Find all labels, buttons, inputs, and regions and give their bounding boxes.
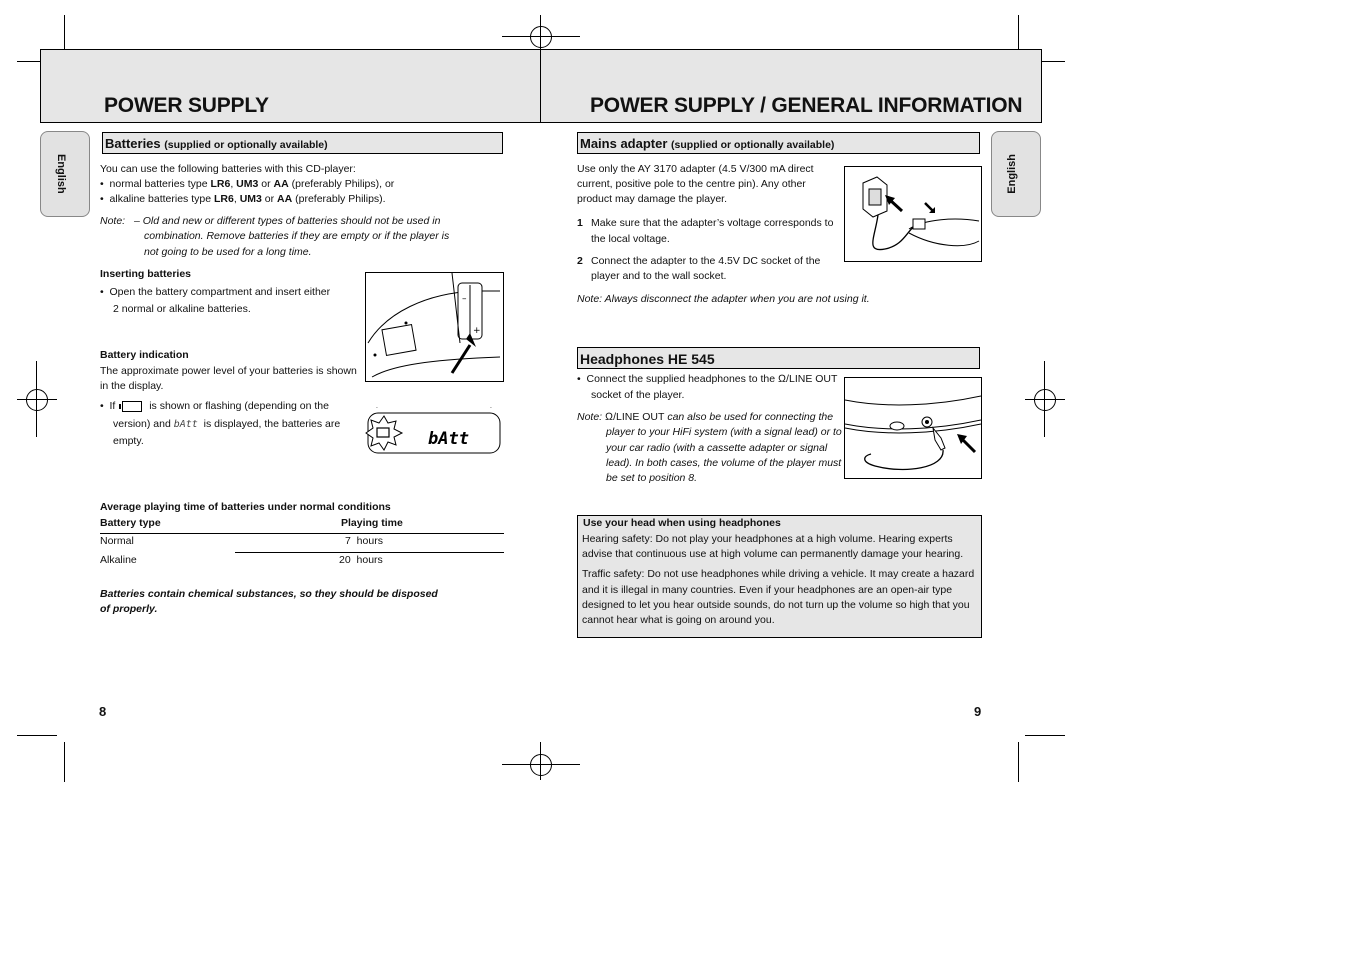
step-text: player and to the wall socket. — [591, 270, 727, 282]
left-page-title: POWER SUPPLY — [104, 94, 269, 117]
batteries-note-line: combination. Remove batteries if they are empty or if the player is — [144, 230, 450, 242]
language-tab-label: English — [55, 154, 67, 194]
batteries-heading-text: Batteries — [105, 136, 161, 151]
registration-mark — [1034, 389, 1056, 411]
headphones-note: be set to position 8. — [606, 472, 698, 484]
table-rule — [100, 533, 504, 534]
right-page-title: POWER SUPPLY / GENERAL INFORMATION — [590, 94, 1023, 117]
svg-text:–: – — [462, 294, 467, 304]
registration-line — [502, 36, 580, 37]
svg-text:·: · — [490, 405, 492, 412]
disposal-warning: of properly. — [100, 603, 158, 615]
lcd-display-illustration — [362, 404, 504, 460]
inserting-text: • Open the battery compartment and insert either — [100, 286, 331, 298]
safety-heading: Use your head when using headphones — [583, 517, 781, 529]
safety-text: Hearing safety: Do not play your headphones at a high volume. Hearing experts — [582, 533, 953, 545]
safety-text: cannot hear what is going on around you. — [582, 614, 775, 626]
page-number-left: 8 — [99, 704, 107, 719]
mains-adapter-heading-note: (supplied or optionally available) — [671, 139, 835, 151]
disposal-warning: Batteries contain chemical substances, so they should be disposed — [100, 588, 438, 600]
mains-intro: product may damage the player. — [577, 193, 728, 205]
mains-intro: Use only the AY 3170 adapter (4.5 V/300 mA direct — [577, 163, 814, 175]
headphones-note-label: Note: — [577, 411, 603, 423]
battery-indication-text: The approximate power level of your batteries is shown — [100, 365, 357, 377]
table-cell-type: Normal — [100, 535, 134, 547]
inserting-text: 2 normal or alkaline batteries. — [113, 303, 251, 315]
left-language-tab — [40, 131, 90, 217]
headphones-note: player to your HiFi system (with a signal lead) or to — [606, 426, 842, 438]
registration-mark — [26, 389, 48, 411]
batteries-heading-note: (supplied or optionally available) — [164, 139, 328, 151]
svg-text:+: + — [473, 326, 481, 336]
headphones-bullet: socket of the player. — [591, 389, 685, 401]
table-header-type: Battery type — [100, 517, 161, 529]
mains-adapter-heading-text: Mains adapter — [580, 136, 668, 151]
page-number-right: 9 — [974, 704, 982, 719]
step-text: Make sure that the adapter’s voltage corresponds to — [591, 217, 834, 229]
headphones-heading: Headphones HE 545 — [577, 347, 980, 369]
mains-intro: current, positive pole to the centre pin). Any other — [577, 178, 806, 190]
batteries-note-line: – Old and new or different types of batteries should not be used in — [134, 215, 441, 227]
crop-mark — [64, 742, 65, 782]
registration-line — [17, 399, 57, 400]
headphones-socket-illustration — [844, 377, 982, 479]
registration-line — [1025, 399, 1065, 400]
mains-note: Note: Always disconnect the adapter when you are not using it. — [577, 293, 870, 305]
step-text: the local voltage. — [591, 233, 670, 245]
battery-empty-icon — [122, 401, 142, 412]
language-tab-label: English — [1006, 154, 1018, 194]
battery-indication-bullet: empty. — [113, 435, 144, 447]
batteries-heading — [102, 132, 503, 154]
headphones-note: lead). In both cases, the volume of the player must — [606, 457, 842, 469]
safety-text: designed to let you hear outside sounds, do not turn up the volume so high that you — [582, 599, 970, 611]
safety-text: and it is illegal in many countries. Even if your headphones are an open-air type — [582, 584, 953, 596]
registration-line — [540, 15, 541, 53]
battery-bullet-alkaline: • alkaline batteries type LR6, UM3 or AA (preferably Philips). — [100, 193, 386, 205]
registration-mark — [530, 26, 552, 48]
step-text: Connect the adapter to the 4.5V DC socket of the — [591, 255, 821, 267]
headphones-note: your car radio (with a cassette adapter or signal — [606, 442, 828, 454]
battery-indication-heading: Battery indication — [100, 349, 189, 361]
right-language-tab — [991, 131, 1041, 217]
step-number: 2 — [577, 255, 583, 267]
battery-bullet-normal: • normal batteries type LR6, UM3 or AA (preferably Philips), or — [100, 178, 395, 190]
lcd-text: bAtt — [428, 429, 469, 449]
svg-text:·: · — [376, 405, 378, 412]
crop-mark — [1025, 735, 1065, 736]
batteries-note-label: Note: — [100, 215, 126, 227]
inserting-heading: Inserting batteries — [100, 268, 192, 280]
crop-mark — [17, 735, 57, 736]
batteries-intro: You can use the following batteries with this CD-player: — [100, 163, 356, 175]
batteries-note-line: not going to be used for a long time. — [144, 246, 312, 258]
safety-text: advise that continuous use at high volume can permanently damage your hearing. — [582, 548, 964, 560]
step-number: 1 — [577, 217, 583, 229]
headphones-note: Ω/LINE OUT can also be used for connecting the — [605, 411, 834, 423]
table-cell-type: Alkaline — [100, 554, 137, 566]
mains-adapter-heading — [577, 132, 980, 154]
table-header-time: Playing time — [341, 517, 403, 529]
headphones-bullet: • Connect the supplied headphones to the Ω/LINE OUT — [577, 373, 838, 385]
table-caption: Average playing time of batteries under normal conditions — [100, 501, 391, 513]
battery-indication-text: in the display. — [100, 380, 164, 392]
registration-line — [540, 742, 541, 780]
crop-mark — [1018, 742, 1019, 782]
registration-mark — [530, 754, 552, 776]
mains-adapter-illustration — [844, 166, 982, 262]
battery-indication-bullet: • If is shown or flashing (depending on the — [100, 400, 329, 412]
registration-line — [502, 764, 580, 765]
battery-compartment-illustration — [365, 272, 504, 382]
battery-indication-bullet: version) and bAtt is displayed, the batteries are — [113, 418, 341, 430]
table-cell-time: 7 hours — [345, 535, 383, 547]
table-cell-time: 20 hours — [339, 554, 383, 566]
safety-text: Traffic safety: Do not use headphones while driving a vehicle. It may create a hazard — [582, 568, 975, 580]
